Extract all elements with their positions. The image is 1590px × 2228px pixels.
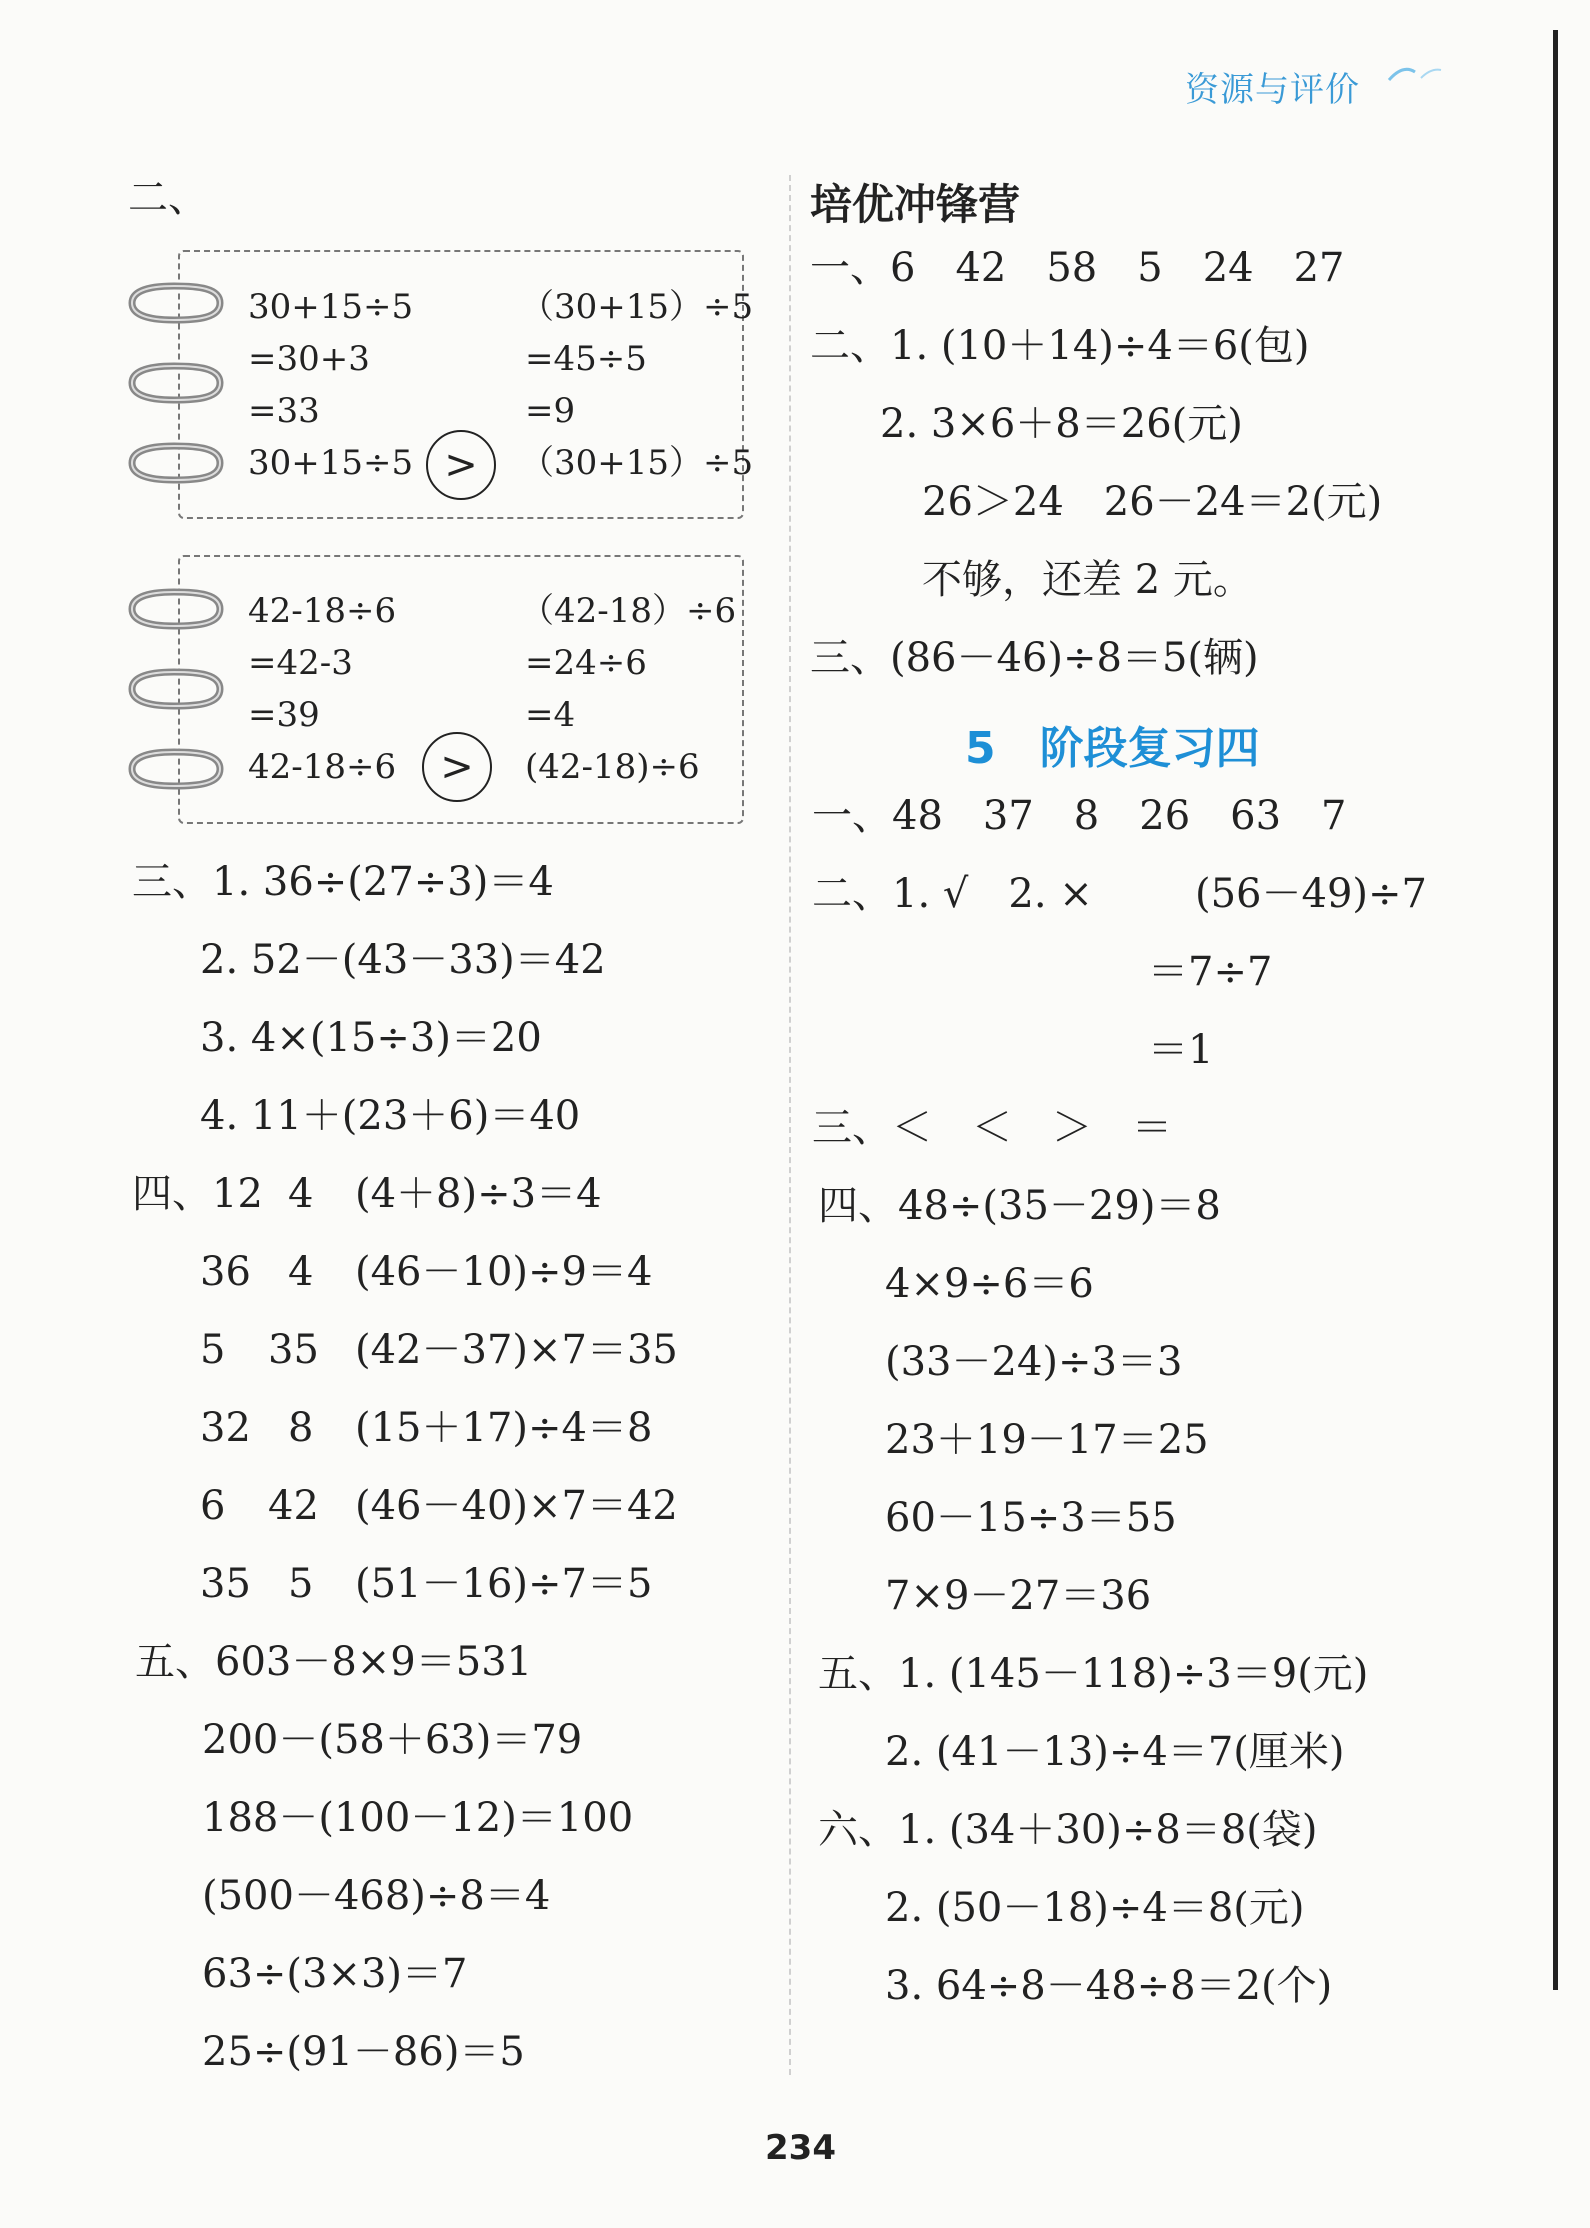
sec4-row3-b: 35 xyxy=(268,1327,319,1373)
right-q6-line1: 六、1. (34＋30)÷8＝8(袋) xyxy=(818,1807,1318,1853)
header-brand: 资源与评价 xyxy=(1185,70,1360,110)
sec5-line5: 63÷(3×3)＝7 xyxy=(202,1951,468,1997)
right-p5: 不够，还差 2 元。 xyxy=(922,557,1253,603)
right-q5-line1: 五、1. (145－118)÷3＝9(元) xyxy=(818,1651,1369,1697)
right-edge-bar xyxy=(1553,30,1558,1990)
column-divider xyxy=(789,175,791,2075)
box1-left-line2: =30+3 xyxy=(248,339,370,379)
sec4-row5-b: 42 xyxy=(268,1483,319,1529)
right-p3: 2. 3×6＋8＝26(元) xyxy=(880,401,1243,447)
right-q4-line5: 60－15÷3＝55 xyxy=(885,1495,1177,1541)
box1-right-line2: =45÷5 xyxy=(525,339,647,379)
right-q2b: (56－49)÷7 xyxy=(1195,871,1427,917)
sec4-row5-a: 6 xyxy=(200,1483,226,1529)
box1-right-line4: （30+15）÷5 xyxy=(520,443,754,483)
sec5-line3: 188－(100－12)＝100 xyxy=(202,1795,634,1841)
box2-right-line4: (42-18)÷6 xyxy=(525,747,700,787)
sec3-line3: 3. 4×(15÷3)＝20 xyxy=(200,1015,542,1061)
box1-right-line1: （30+15）÷5 xyxy=(520,287,754,327)
right-q4-line6: 7×9－27＝36 xyxy=(885,1573,1152,1619)
box2-left-line3: =39 xyxy=(248,695,320,735)
sec5-line6: 25÷(91－86)＝5 xyxy=(202,2029,525,2075)
right-heading: 培优冲锋营 xyxy=(810,180,1021,229)
right-q4-line2: 4×9÷6＝6 xyxy=(885,1261,1094,1307)
sec3-line1: 三、1. 36÷(27÷3)＝4 xyxy=(132,859,554,905)
binder-ring-icon xyxy=(128,668,228,710)
sec4-row2-a: 36 xyxy=(200,1249,251,1295)
box2-right-line2: =24÷6 xyxy=(525,643,647,683)
box2-left-line1: 42-18÷6 xyxy=(248,591,397,631)
right-q1: 一、48 37 8 26 63 7 xyxy=(812,793,1347,839)
sec3-line4: 4. 11＋(23＋6)＝40 xyxy=(200,1093,581,1139)
box1-compare-symbol: > xyxy=(426,430,496,500)
right-q2d: ＝1 xyxy=(1148,1027,1214,1073)
binder-ring-icon xyxy=(128,362,228,404)
box1-left-line1: 30+15÷5 xyxy=(248,287,414,327)
sec4-row1-c: (4＋8)÷3＝4 xyxy=(355,1171,602,1217)
sec4-row3-c: (42－37)×7＝35 xyxy=(355,1327,678,1373)
sec4-row6-b: 5 xyxy=(288,1561,314,1607)
binder-ring-icon xyxy=(128,588,228,630)
right-p1: 一、6 42 58 5 24 27 xyxy=(810,245,1345,291)
box1-right-line3: =9 xyxy=(525,391,576,431)
right-p4: 26＞24 26－24＝2(元) xyxy=(922,479,1383,525)
right-q5-line2: 2. (41－13)÷4＝7(厘米) xyxy=(885,1729,1345,1775)
brush-stroke-icon xyxy=(1385,58,1445,88)
sec4-row4-b: 8 xyxy=(288,1405,314,1451)
right-q2a: 二、1. √ 2. × xyxy=(812,871,1093,917)
sec4-row6-a: 35 xyxy=(200,1561,251,1607)
binder-ring-icon xyxy=(128,442,228,484)
section-2-label: 二、 xyxy=(128,175,208,221)
box2-right-line1: （42-18）÷6 xyxy=(520,591,737,631)
box2-left-line4: 42-18÷6 xyxy=(248,747,397,787)
sec4-row2-b: 4 xyxy=(288,1249,314,1295)
sec4-row6-c: (51－16)÷7＝5 xyxy=(355,1561,653,1607)
right-q2c: ＝7÷7 xyxy=(1148,949,1273,995)
box1-left-line3: =33 xyxy=(248,391,320,431)
sec4-row3-a: 5 xyxy=(200,1327,226,1373)
right-q4-line1: 四、48÷(35－29)＝8 xyxy=(818,1183,1221,1229)
box2-left-line2: =42-3 xyxy=(248,643,353,683)
sec5-line2: 200－(58＋63)＝79 xyxy=(202,1717,583,1763)
right-q6-line3: 3. 64÷8－48÷8＝2(个) xyxy=(885,1963,1333,2009)
sec4-row2-c: (46－10)÷9＝4 xyxy=(355,1249,653,1295)
page-number: 234 xyxy=(765,2128,836,2168)
right-p6: 三、(86－46)÷8＝5(辆) xyxy=(810,635,1259,681)
binder-ring-icon xyxy=(128,282,228,324)
sec5-line4: (500－468)÷8＝4 xyxy=(202,1873,551,1919)
sec4-row1-a: 四、12 xyxy=(132,1171,263,1217)
right-q3: 三、＜ ＜ ＞ ＝ xyxy=(812,1105,1172,1151)
sec4-row5-c: (46－40)×7＝42 xyxy=(355,1483,678,1529)
right-p2: 二、1. (10＋14)÷4＝6(包) xyxy=(810,323,1310,369)
right-q4-line4: 23＋19－17＝25 xyxy=(885,1417,1209,1463)
box1-left-line4: 30+15÷5 xyxy=(248,443,414,483)
right-q6-line2: 2. (50－18)÷4＝8(元) xyxy=(885,1885,1305,1931)
section-title: 5 阶段复习四 xyxy=(965,723,1260,774)
sec4-row4-c: (15＋17)÷4＝8 xyxy=(355,1405,653,1451)
box2-right-line3: =4 xyxy=(525,695,576,735)
sec3-line2: 2. 52－(43－33)＝42 xyxy=(200,937,606,983)
sec4-row1-b: 4 xyxy=(288,1171,314,1217)
sec5-line1: 五、603－8×9＝531 xyxy=(135,1639,533,1685)
binder-ring-icon xyxy=(128,748,228,790)
box2-compare-symbol: > xyxy=(422,732,492,802)
sec4-row4-a: 32 xyxy=(200,1405,251,1451)
right-q4-line3: (33－24)÷3＝3 xyxy=(885,1339,1183,1385)
